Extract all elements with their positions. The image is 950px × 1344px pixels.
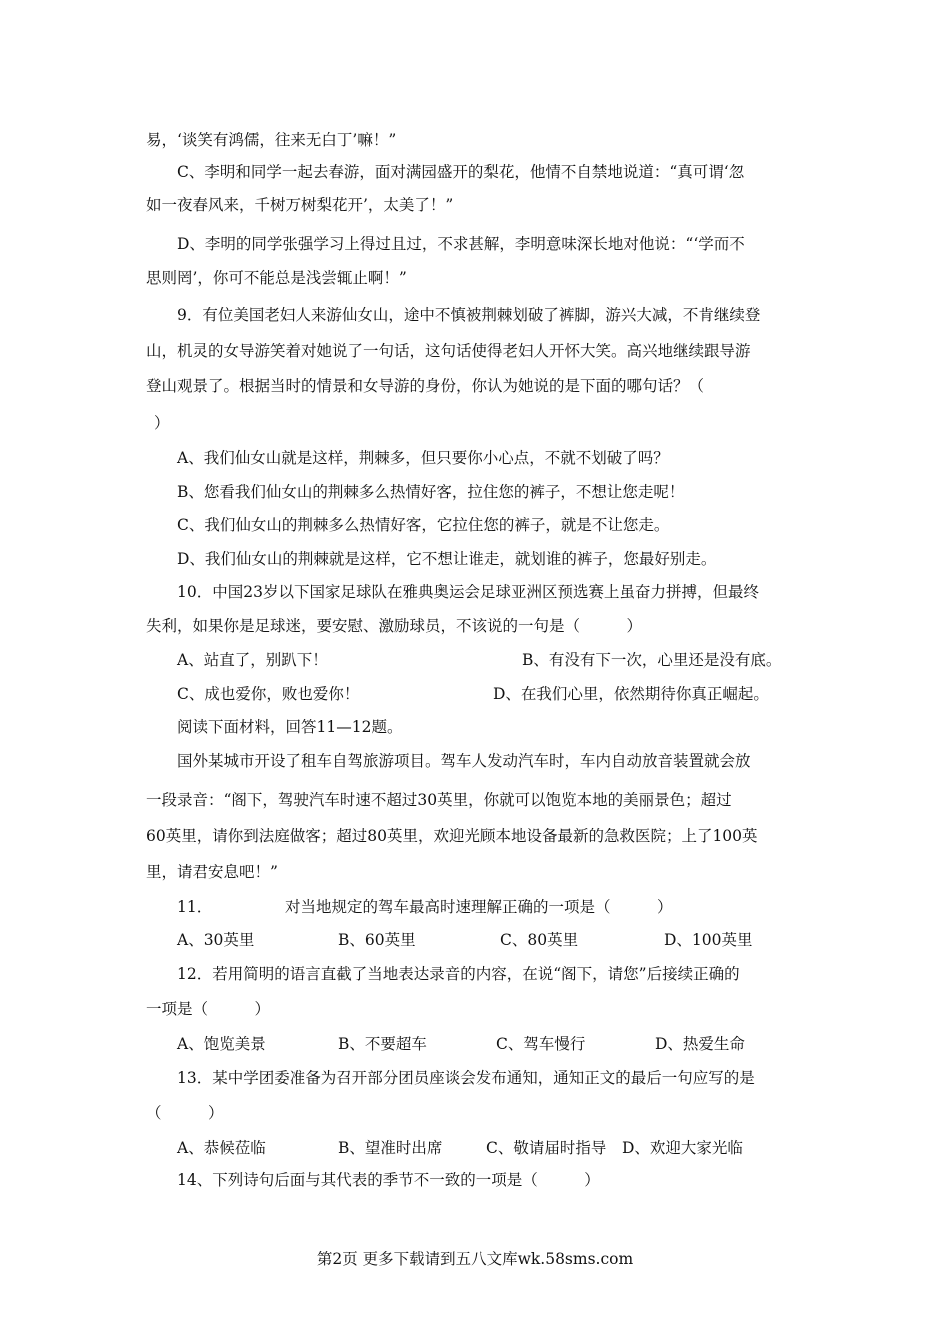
text-line: D、李明的同学张强学习上得过且过，不求甚解，李明意味深长地对他说：“‘学而不 xyxy=(177,235,745,253)
question-12: 12．若用简明的语言直截了当地表达录音的内容，在说“阁下，请您”后接续正确的 xyxy=(177,965,740,983)
option-11b: B、60英里 xyxy=(338,931,416,949)
option-line: D、我们仙女山的荆棘就是这样，它不想让谁走，就划谁的裤子，您最好别走。 xyxy=(177,550,717,568)
option-13a: A、恭候莅临 xyxy=(177,1139,266,1157)
text-line: （ ） xyxy=(146,1104,224,1122)
text-line: 里，请君安息吧！” xyxy=(146,863,278,881)
question-11: 对当地规定的驾车最高时速理解正确的一项是（ ） xyxy=(285,898,673,916)
page-footer: 第2页 更多下载请到五八文库wk.58sms.com xyxy=(316,1250,634,1268)
question-14: 14、下列诗句后面与其代表的季节不一致的一项是（ ） xyxy=(177,1171,600,1189)
option-11d: D、100英里 xyxy=(664,931,753,949)
option-10c: C、成也爱你，败也爱你！ xyxy=(177,685,360,703)
question-10: 10．中国23岁以下国家足球队在雅典奥运会足球亚洲区预选赛上虽奋力拼搏，但最终 xyxy=(177,583,759,601)
option-10d: D、在我们心里，依然期待你真正崛起。 xyxy=(493,685,769,703)
option-12d: D、热爱生命 xyxy=(655,1035,745,1053)
text-line: 山，机灵的女导游笑着对她说了一句话，这句话使得老妇人开怀大笑。高兴地继续跟导游 xyxy=(146,342,751,360)
section-instruction: 阅读下面材料，回答11—12题。 xyxy=(177,718,403,736)
text-line: 一项是（ ） xyxy=(146,1000,271,1018)
option-line: C、我们仙女山的荆棘多么热情好客，它拉住您的裤子，就是不让您走。 xyxy=(177,516,670,534)
option-12c: C、驾车慢行 xyxy=(496,1035,586,1053)
text-line: 思则罔’，你可不能总是浅尝辄止啊！” xyxy=(146,269,407,287)
text-line: 易，‘谈笑有鸿儒，往来无白丁’嘛！” xyxy=(146,131,397,149)
option-10a: A、站直了，别趴下！ xyxy=(177,651,328,669)
option-13b: B、望准时出席 xyxy=(338,1139,443,1157)
text-line: 60英里，请你到法庭做客；超过80英里，欢迎光顾本地设备最新的急救医院；上了100英 xyxy=(146,827,758,845)
option-11a: A、30英里 xyxy=(177,931,255,949)
question-13: 13．某中学团委准备为召开部分团员座谈会发布通知，通知正文的最后一句应写的是 xyxy=(177,1069,755,1087)
question-9: 9．有位美国老妇人来游仙女山，途中不慎被荆棘划破了裤脚，游兴大减，不肯继续登 xyxy=(177,306,761,324)
text-line: C、李明和同学一起去春游，面对满园盛开的梨花，他情不自禁地说道：“真可谓‘忽 xyxy=(177,163,745,181)
option-12b: B、不要超车 xyxy=(338,1035,427,1053)
text-line: 国外某城市开设了租车自驾旅游项目。驾车人发动汽车时，车内自动放音装置就会放 xyxy=(177,752,751,770)
option-12a: A、饱览美景 xyxy=(177,1035,266,1053)
option-10b: B、有没有下一次，心里还是没有底。 xyxy=(522,651,782,669)
option-13c: C、敬请届时指导 xyxy=(486,1139,607,1157)
question-11-number: 11． xyxy=(177,898,213,916)
option-13d: D、欢迎大家光临 xyxy=(622,1139,743,1157)
option-line: A、我们仙女山就是这样，荆棘多，但只要你小心点，不就不划破了吗？ xyxy=(177,449,669,467)
text-line: ） xyxy=(154,414,170,432)
text-line: 失利，如果你是足球迷，要安慰、激励球员，不该说的一句是（ ） xyxy=(146,617,643,635)
option-line: B、您看我们仙女山的荆棘多么热情好客，拉住您的裤子，不想让您走呢！ xyxy=(177,483,685,501)
text-line: 登山观景了。根据当时的情景和女导游的身份，你认为她说的是下面的哪句话？（ xyxy=(146,377,705,395)
text-line: 一段录音：“阁下，驾驶汽车时速不超过30英里，你就可以饱览本地的美丽景色；超过 xyxy=(146,791,732,809)
option-11c: C、80英里 xyxy=(500,931,579,949)
text-line: 如一夜春风来，千树万树梨花开’，太美了！” xyxy=(146,196,454,214)
